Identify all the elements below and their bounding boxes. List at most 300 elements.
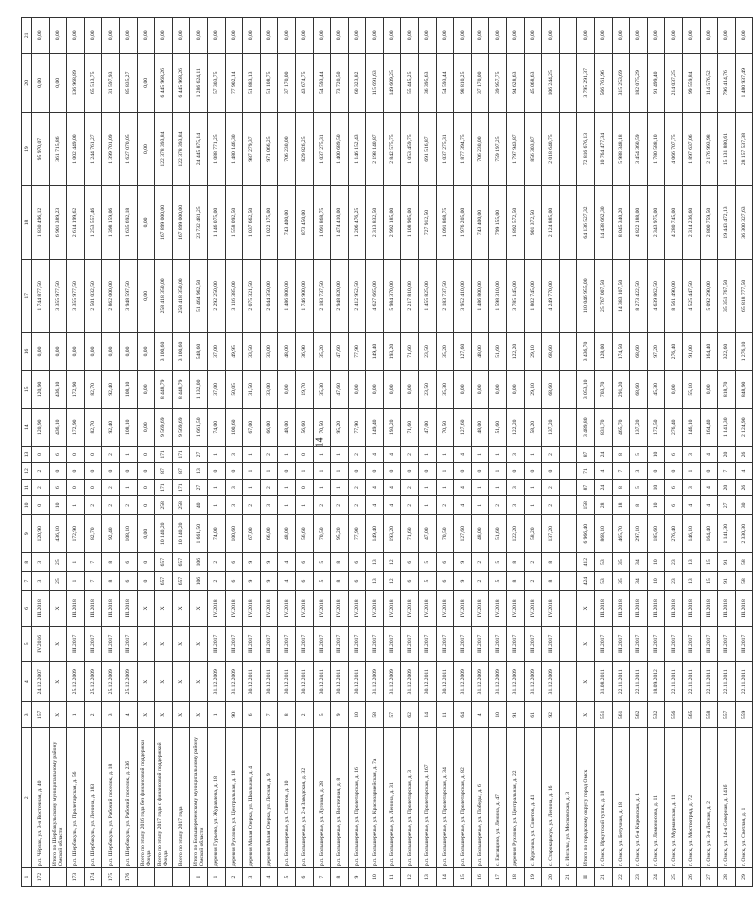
table-cell: 557: [718, 702, 736, 728]
table-cell: 6: [348, 572, 366, 591]
table-cell: 0,00: [647, 18, 665, 54]
table-cell: 115 691,63: [366, 53, 384, 112]
table-cell: 25: [49, 553, 67, 572]
table-cell: 6 445 968,26: [172, 53, 190, 112]
table-cell: 0,00: [84, 18, 102, 54]
table-cell: 23: [665, 572, 683, 591]
table-cell: 1 897 637,06: [682, 112, 700, 185]
table-cell: X: [49, 662, 67, 702]
table-cell: 77 902,14: [225, 53, 243, 112]
table-cell: 1 022 175,00: [260, 186, 278, 259]
table-cell: 657: [172, 553, 190, 572]
table-cell: 2: [243, 496, 261, 515]
resettlement-table: [21, 17, 753, 887]
table-cell: 51 464 962,50: [190, 259, 208, 332]
table-cell: 73 720,50: [331, 53, 349, 112]
address-cell: г. Омск, ул. 6-я Кировская, д. 1: [630, 728, 648, 868]
table-cell: 1 132,00: [190, 370, 208, 408]
table-cell: 98 810,25: [454, 53, 472, 112]
table-cell: 276,40: [665, 408, 683, 446]
table-cell: 1 206 476,25: [348, 186, 366, 259]
table-cell: 171: [155, 479, 173, 496]
table-cell: 50,05: [225, 370, 243, 408]
table-cell: 6: [436, 572, 454, 591]
address-cell: р.п. Шербакуль, ул. Рабочий поселок, д. 18: [102, 728, 120, 868]
table-cell: 193,20: [383, 408, 401, 446]
table-cell: 4: [366, 446, 384, 463]
table-cell: 3: [507, 446, 525, 463]
table-cell: 53: [595, 553, 613, 572]
table-cell: 0,00: [700, 370, 718, 408]
table-cell: 3 948 597,50: [119, 259, 137, 332]
table-cell: 0,00: [32, 53, 50, 112]
table-cell: 465,70: [612, 408, 630, 446]
address-cell: р.п. Большеречье, ул. Пролетарская, д. 3: [401, 728, 419, 868]
table-cell: 3: [630, 463, 648, 480]
table-cell: [559, 496, 577, 515]
table-cell: 10 140,20: [172, 515, 190, 553]
table-cell: 20: [718, 479, 736, 496]
table-cell: 706 230,00: [278, 112, 296, 185]
table-cell: 1 976 205,00: [454, 186, 472, 259]
table-cell: 71: [577, 463, 595, 480]
table-row: [718, 18, 736, 887]
table-cell: 901 372,50: [524, 186, 542, 259]
column-number-header: 4: [22, 662, 32, 702]
table-row: [471, 18, 489, 887]
table-cell: 1 598 310,00: [489, 259, 507, 332]
table-cell: 276,40: [665, 515, 683, 553]
table-cell: 0,00: [718, 18, 736, 54]
table-cell: 2: [542, 496, 560, 515]
address-cell: Всего по этапу 2017 года: [172, 728, 190, 868]
table-cell: 92,40: [102, 370, 120, 408]
table-cell: 0,00: [278, 370, 296, 408]
table-cell: 48,00: [278, 408, 296, 446]
column-number-header: 11: [22, 479, 32, 496]
table-cell: 7: [84, 572, 102, 591]
table-cell: 0: [700, 463, 718, 480]
table-cell: 0,00: [471, 370, 489, 408]
table-cell: 1 091 868,75: [313, 186, 331, 259]
table-cell: 110 046 955,00: [577, 259, 595, 332]
table-row: [542, 18, 560, 887]
table-cell: 13: [419, 868, 437, 887]
table-cell: 1 802 745,00: [524, 259, 542, 332]
table-cell: 1 455 825,00: [419, 259, 437, 332]
table-cell: 25 767 007,50: [595, 259, 613, 332]
table-cell: 2 198 140,87: [366, 112, 384, 185]
table-cell: 8: [542, 553, 560, 572]
table-cell: III.2017: [436, 626, 454, 662]
table-cell: 27: [190, 446, 208, 463]
table-cell: III.2017: [489, 626, 507, 662]
address-cell: Итого по городскому округу город Омск: [577, 728, 595, 868]
table-cell: 6: [49, 446, 67, 463]
table-cell: 11: [383, 868, 401, 887]
table-cell: 31,50: [243, 370, 261, 408]
table-cell: 0,00: [665, 18, 683, 54]
table-cell: 2: [84, 702, 102, 728]
table-cell: 51,60: [489, 408, 507, 446]
table-cell: 3: [682, 479, 700, 496]
table-cell: 58,20: [524, 515, 542, 553]
table-cell: 95 970,07: [32, 112, 50, 185]
table-cell: 30.12.2011: [278, 662, 296, 702]
table-cell: 743 400,00: [471, 186, 489, 259]
table-cell: 4 066 707,75: [665, 112, 683, 185]
table-cell: 6: [295, 868, 313, 887]
table-cell: 3 100,60: [155, 333, 173, 371]
table-cell: 12: [401, 868, 419, 887]
table-cell: 0,00: [119, 18, 137, 54]
table-cell: 558: [700, 702, 718, 728]
table-cell: 48,00: [471, 333, 489, 371]
table-cell: 57: [383, 702, 401, 728]
table-cell: 2 412 952,50: [348, 259, 366, 332]
table-cell: 31.12.2009: [225, 662, 243, 702]
table-cell: 25: [665, 868, 683, 887]
table-cell: 57 303,75: [207, 53, 225, 112]
table-cell: 4: [735, 463, 753, 480]
table-cell: 1: [119, 479, 137, 496]
table-cell: 0,00: [137, 515, 155, 553]
table-row: [436, 18, 454, 887]
table-cell: 10: [647, 553, 665, 572]
table-cell: 258: [172, 496, 190, 515]
table-cell: 2 330,30: [735, 515, 753, 553]
table-row: [225, 18, 243, 887]
table-cell: 561: [612, 702, 630, 728]
table-cell: 291,20: [612, 370, 630, 408]
table-cell: 5: [489, 572, 507, 591]
table-cell: 0: [84, 463, 102, 480]
table-cell: 97,20: [647, 333, 665, 371]
table-cell: 0,00: [366, 370, 384, 408]
table-cell: 1 830 496,12: [32, 186, 50, 259]
table-cell: III.2017: [67, 626, 85, 662]
table-cell: 77,90: [348, 333, 366, 371]
table-cell: 2 292 250,00: [207, 259, 225, 332]
table-cell: III.2018: [718, 591, 736, 627]
table-cell: 16: [471, 868, 489, 887]
table-cell: III.2017: [700, 626, 718, 662]
table-cell: 106: [190, 553, 208, 572]
table-cell: 1 091 868,75: [436, 186, 454, 259]
table-cell: 56,60: [295, 515, 313, 553]
table-cell: IV.2018: [471, 591, 489, 627]
table-cell: 1 146 152,43: [348, 112, 366, 185]
table-cell: 1: [67, 572, 85, 591]
table-cell: 1 661,50: [190, 515, 208, 553]
table-cell: 0,00: [489, 370, 507, 408]
table-cell: [559, 446, 577, 463]
table-row: [507, 18, 525, 887]
address-cell: р.п. Шербакуль, ул. Рабочий поселок, д. 23б: [119, 728, 137, 868]
table-cell: 31.12.2009: [383, 662, 401, 702]
table-cell: 2: [295, 702, 313, 728]
table-cell: 1: [313, 446, 331, 463]
address-cell: деревня Малая Озерка, ул. Лесная, д. 9: [260, 728, 278, 868]
table-cell: 31 597,93: [102, 53, 120, 112]
table-cell: 91: [718, 553, 736, 572]
column-number-header: 15: [22, 370, 32, 408]
table-cell: 258: [155, 496, 173, 515]
table-cell: 829 826,25: [295, 112, 313, 185]
table-cell: 0,00: [67, 18, 85, 54]
table-cell: III.2017: [331, 626, 349, 662]
table-cell: 0: [49, 463, 67, 480]
table-cell: 0,00: [507, 370, 525, 408]
address-cell: р.п. Большеречье, ул. Пролетарская, д. 167: [419, 728, 437, 868]
table-cell: 2 044 350,00: [260, 259, 278, 332]
table-cell: 1: [207, 702, 225, 728]
table-cell: 2: [348, 479, 366, 496]
table-cell: 0,00: [735, 18, 753, 54]
table-cell: III.2017: [647, 626, 665, 662]
table-cell: X: [190, 626, 208, 662]
table-cell: X: [155, 702, 173, 728]
table-cell: 149,40: [366, 515, 384, 553]
table-cell: 164,40: [700, 333, 718, 371]
address-cell: р.п. Большеречье, ул. Красноармейская, д. 7а: [366, 728, 384, 868]
table-cell: 0,00: [401, 18, 419, 54]
table-cell: 36 395,63: [419, 53, 437, 112]
table-cell: 2 314 236,60: [682, 186, 700, 259]
table-cell: 1: [67, 702, 85, 728]
table-cell: 3: [225, 479, 243, 496]
table-cell: 1: [419, 446, 437, 463]
table-cell: 818,70: [718, 370, 736, 408]
table-cell: 856 303,87: [524, 112, 542, 185]
table-cell: 0,00: [348, 370, 366, 408]
table-cell: 66,00: [260, 515, 278, 553]
table-cell: 1: [489, 479, 507, 496]
table-cell: 412: [577, 553, 595, 572]
table-cell: 0: [401, 463, 419, 480]
table-cell: 25.12.2009: [119, 662, 137, 702]
address-cell: р.п. Большеречье, ул. 2-я Заводская, д. 32: [295, 728, 313, 868]
table-cell: 10: [366, 868, 384, 887]
table-cell: 1: [207, 446, 225, 463]
table-cell: 2 842 575,75: [383, 112, 401, 185]
table-cell: 87: [577, 446, 595, 463]
address-cell: Всего по этапу 2017 года с финансовой поддержкой Фонда: [155, 728, 173, 868]
table-cell: 26: [682, 868, 700, 887]
table-cell: 77,90: [348, 408, 366, 446]
table-cell: 3: [225, 446, 243, 463]
table-cell: 562: [630, 702, 648, 728]
table-cell: 1: [436, 479, 454, 496]
address-cell: г. Омск, ул. Мостоотряд, д. 72: [682, 728, 700, 868]
table-cell: 39 957,75: [489, 53, 507, 112]
table-cell: 0: [454, 463, 472, 480]
table-cell: X: [577, 626, 595, 662]
table-cell: 297,10: [630, 515, 648, 553]
table-cell: 1 892 572,50: [507, 186, 525, 259]
table-cell: 27: [718, 496, 736, 515]
table-cell: 9 569,69: [155, 408, 173, 446]
table-cell: 6: [119, 572, 137, 591]
table-cell: [559, 591, 577, 627]
table-cell: 1: [331, 463, 349, 480]
table-cell: 2: [489, 496, 507, 515]
table-cell: 30.12.2011: [331, 662, 349, 702]
table-cell: 28 157 537,38: [735, 112, 753, 185]
table-cell: 436,10: [49, 370, 67, 408]
table-cell: III.2018: [84, 591, 102, 627]
table-cell: 3 795 291,37: [577, 53, 595, 112]
table-cell: 24.12.2007: [32, 662, 50, 702]
table-cell: 1 088 771,25: [207, 112, 225, 185]
table-cell: 0: [102, 463, 120, 480]
table-cell: III.2017: [260, 626, 278, 662]
table-cell: IV.2018: [401, 591, 419, 627]
table-cell: 2: [524, 572, 542, 591]
table-cell: 5: [630, 479, 648, 496]
table-cell: 106 244,25: [542, 53, 560, 112]
table-cell: 10 764 477,34: [595, 112, 613, 185]
table-row: [313, 18, 331, 887]
table-cell: 71,60: [401, 408, 419, 446]
table-cell: 0,00: [260, 18, 278, 54]
table-cell: 24: [595, 479, 613, 496]
table-cell: 172,50: [647, 408, 665, 446]
table-cell: 2: [542, 446, 560, 463]
table-cell: 6 966,40: [577, 515, 595, 553]
table-cell: 7: [718, 463, 736, 480]
table-cell: 10: [647, 479, 665, 496]
table-cell: 9: [260, 572, 278, 591]
table-cell: 3 355 977,50: [67, 259, 85, 332]
table-cell: 3 454 360,59: [630, 112, 648, 185]
table-cell: 58: [366, 702, 384, 728]
table-cell: III.2018: [67, 591, 85, 627]
table-cell: 45 068,63: [524, 53, 542, 112]
table-cell: 71,60: [401, 333, 419, 371]
table-cell: 82,70: [84, 515, 102, 553]
table-cell: 174: [84, 868, 102, 887]
table-cell: 873 450,00: [295, 186, 313, 259]
table-cell: 18.09.2012: [647, 662, 665, 702]
table-cell: 9: [243, 553, 261, 572]
table-cell: 127,60: [454, 408, 472, 446]
table-cell: 8: [102, 572, 120, 591]
table-cell: 35,30: [313, 370, 331, 408]
table-cell: [559, 333, 577, 371]
table-cell: 0,00: [137, 18, 155, 54]
table-cell: 31.12.2009: [471, 662, 489, 702]
table-cell: 167 899 000,00: [155, 186, 173, 259]
table-cell: 10: [647, 496, 665, 515]
table-cell: 1: [278, 446, 296, 463]
table-cell: 51 883,13: [243, 53, 261, 112]
table-cell: IV.2018: [207, 591, 225, 627]
table-cell: 2: [331, 496, 349, 515]
table-cell: 0: [84, 479, 102, 496]
table-cell: 1: [524, 479, 542, 496]
table-cell: 1: [260, 463, 278, 480]
table-cell: IV.2018: [295, 591, 313, 627]
table-cell: 35,20: [313, 333, 331, 371]
table-cell: 65 818 777,50: [735, 259, 753, 332]
table-cell: III.2018: [665, 591, 683, 627]
address-cell: г. Омск, ул. Светлая, д. 1: [735, 728, 753, 868]
table-cell: III.2018: [630, 591, 648, 627]
table-cell: 3 116 385,00: [225, 259, 243, 332]
address-cell: г. Омск, ул. Мурманская, д. 11: [665, 728, 683, 868]
table-cell: 6: [665, 496, 683, 515]
table-cell: III.2017: [735, 626, 753, 662]
table-cell: 4: [700, 479, 718, 496]
table-cell: 31.12.2009: [207, 662, 225, 702]
table-cell: 146,10: [682, 408, 700, 446]
table-cell: 0,00: [682, 18, 700, 54]
address-cell: г. Омск, ул. 14-я Северная, д. 141б: [718, 728, 736, 868]
table-cell: 30.12.2011: [419, 662, 437, 702]
table-cell: 58: [735, 553, 753, 572]
table-cell: X: [155, 626, 173, 662]
table-body: [32, 18, 753, 887]
table-cell: 2: [348, 496, 366, 515]
table-cell: 8: [507, 572, 525, 591]
table-row: [489, 18, 507, 887]
table-cell: 0: [32, 496, 50, 515]
table-cell: 92: [542, 702, 560, 728]
table-cell: 1: [524, 446, 542, 463]
table-cell: III.2018: [102, 591, 120, 627]
table-cell: 4: [454, 446, 472, 463]
address-cell: р.п. Большеречье, ул. Пролетарская, д. 82: [454, 728, 472, 868]
table-cell: 6 445 968,26: [155, 53, 173, 112]
table-cell: 94 628,63: [507, 53, 525, 112]
table-cell: 657: [172, 572, 190, 591]
table-cell: 1 486 800,00: [278, 259, 296, 332]
table-cell: 25.12.2009: [67, 662, 85, 702]
table-cell: 10: [647, 446, 665, 463]
table-cell: 3: [682, 446, 700, 463]
table-row: [682, 18, 700, 887]
table-cell: 8: [612, 479, 630, 496]
table-cell: 26: [735, 479, 753, 496]
address-cell: р.п. Шербакуль, ул. Ленина, д. 183: [84, 728, 102, 868]
table-cell: 1: [489, 463, 507, 480]
table-cell: 23: [665, 553, 683, 572]
table-cell: 2: [225, 868, 243, 887]
table-cell: 0,00: [190, 18, 208, 54]
table-cell: 1: [489, 446, 507, 463]
table-cell: 0: [67, 479, 85, 496]
table-cell: 22.11.2011: [612, 662, 630, 702]
table-cell: 2 343 975,00: [647, 186, 665, 259]
table-cell: IV.2018: [489, 591, 507, 627]
table-cell: 1 486 800,00: [471, 259, 489, 332]
table-cell: 0: [137, 553, 155, 572]
table-cell: 0,00: [207, 18, 225, 54]
table-cell: X: [172, 702, 190, 728]
table-cell: 4: [278, 553, 296, 572]
table-cell: 26: [735, 446, 753, 463]
table-cell: 37,00: [207, 370, 225, 408]
table-cell: 100,60: [225, 515, 243, 553]
table-cell: 4: [454, 496, 472, 515]
table-cell: 3 952 410,00: [454, 259, 472, 332]
table-cell: 47,00: [419, 408, 437, 446]
table-cell: 5: [278, 868, 296, 887]
table-row: [243, 18, 261, 887]
table-cell: 1: [331, 479, 349, 496]
table-cell: 22.11.2011: [630, 662, 648, 702]
